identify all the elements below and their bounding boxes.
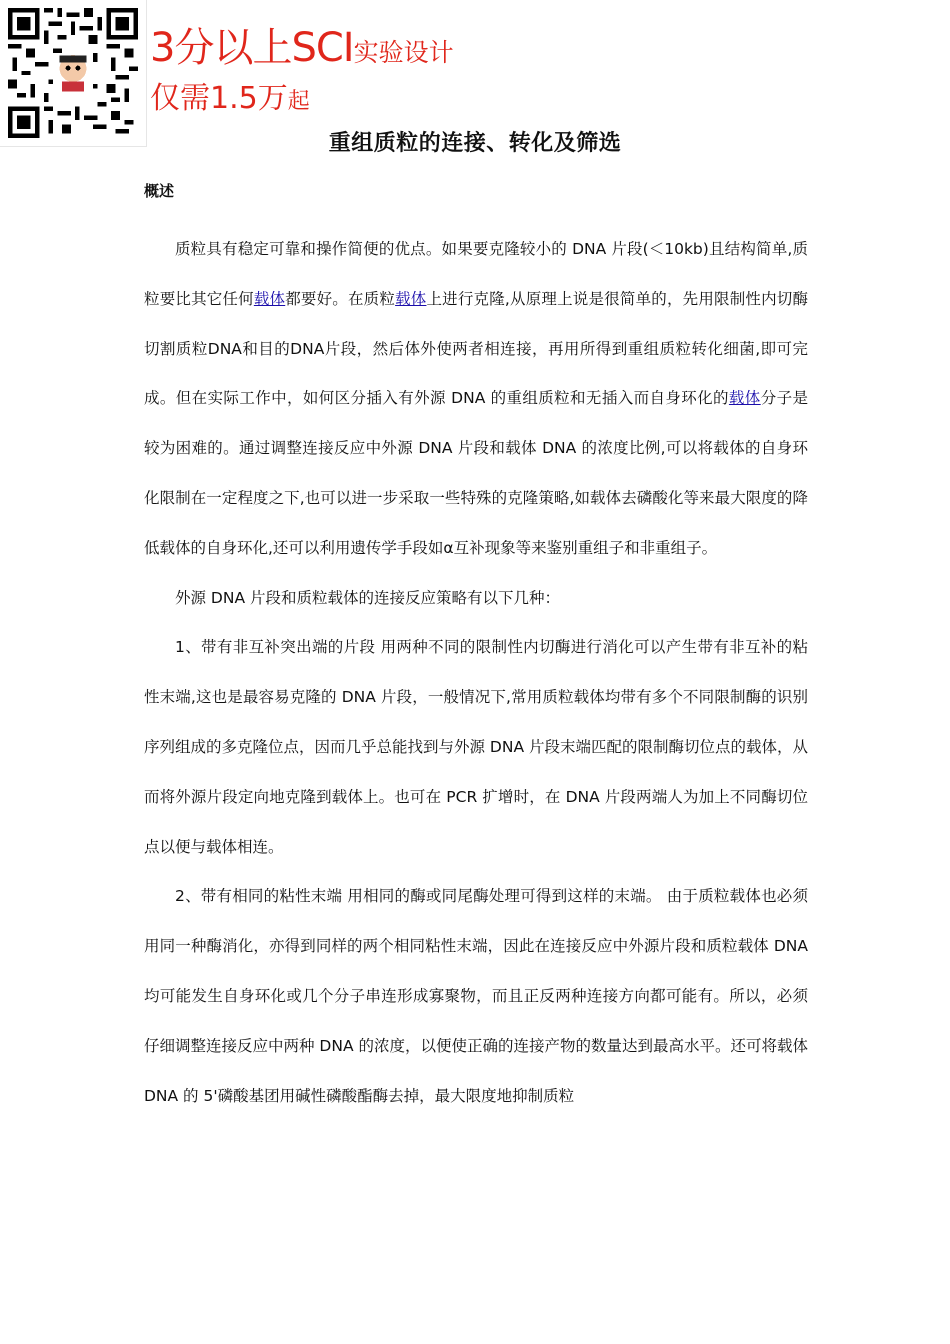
vector-link[interactable]: 载体 xyxy=(395,289,427,308)
ad-price-claim: 3分以上SCI xyxy=(150,25,354,71)
ad-headline xyxy=(150,25,454,71)
ad-service-label: 实验设计 xyxy=(353,38,454,67)
qr-code-icon[interactable] xyxy=(8,8,138,138)
paragraph-strategies: 外源 DNA 片段和质粒载体的连接反应策略有以下几种： xyxy=(175,588,560,607)
paragraph-text: 都要好。在质粒 xyxy=(285,289,396,308)
document-body xyxy=(144,225,808,1121)
ad-qr-panel xyxy=(0,0,147,147)
ad-subheadline xyxy=(150,81,310,116)
vector-link[interactable]: 载体 xyxy=(253,289,286,308)
paragraph-text: 质粒具有稳定可靠和操作简便的优点。如果要克隆较小的 DNA 片段(＜10kb)且结构简单,质粒要比其它任何 xyxy=(144,240,808,308)
paragraph-strategy-2: 2、带有相同的粘性末端 用相同的酶或同尾酶处理可得到这样的末端。 由于质粒载体也必须用同一种酶消化，亦得到同样的两个相同粘性末端，因此在连接反应中外源片段和质粒载体 DNA 均可能发生自身环化或几个分子串连形成寡聚物，而且正反两种连接方向都可能有。所以，必须仔细调整连接反应中两种 DNA 的浓度，以便使正确的连接产物的数量达到最高水平。还可将载体 DNA 的 5'磷酸基团用碱性磷酸酯酶去掉，最大限度地抑制质粒 xyxy=(144,887,808,1105)
paragraph-text: 分子是较为困难的。通过调整连接反应中外源 DNA 片段和载体 DNA 的浓度比例,可以将载体的自身环化限制在一定程度之下,也可以进一步采取一些特殊的克隆策略,如载体去磷酸化等来最大限度的降低载体的自身环化,还可以利用遗传学手段如α互补现象等来鉴别重组子和非重组子。 xyxy=(144,389,808,557)
paragraph-intro xyxy=(144,225,808,574)
document-title: 重组质粒的连接、转化及筛选 xyxy=(328,131,622,156)
paragraph-strategy-1: 1、带有非互补突出端的片段 用两种不同的限制性内切酶进行消化可以产生带有非互补的粘性末端,这也是最容易克隆的 DNA 片段，一般情况下,常用质粒载体均带有多个不同限制酶的识别序列组成的多克隆位点，因而几乎总能找到与外源 DNA 片段末端匹配的限制酶切位点的载体，从而将外源片段定向地克隆到载体上。也可在 PCR 扩增时，在 DNA 片段两端人为加上不同酶切位点以便与载体相连。 xyxy=(144,638,808,856)
ad-price: 仅需1.5万 xyxy=(150,81,288,116)
section-heading: 概述 xyxy=(144,182,175,200)
ad-price-suffix: 起 xyxy=(287,89,310,114)
paragraph-text: 上进行克隆,从原理上说是很简单的，先用限制性内切酶切割质粒DNA和目的DNA片段，然后体外使两者相连接，再用所得到重组质粒转化细菌,即可完成。但在实际工作中，如何区分插入有外源 DNA 的重组质粒和无插入而自身环化的 xyxy=(144,289,808,408)
vector-link[interactable]: 载体 xyxy=(728,389,761,408)
